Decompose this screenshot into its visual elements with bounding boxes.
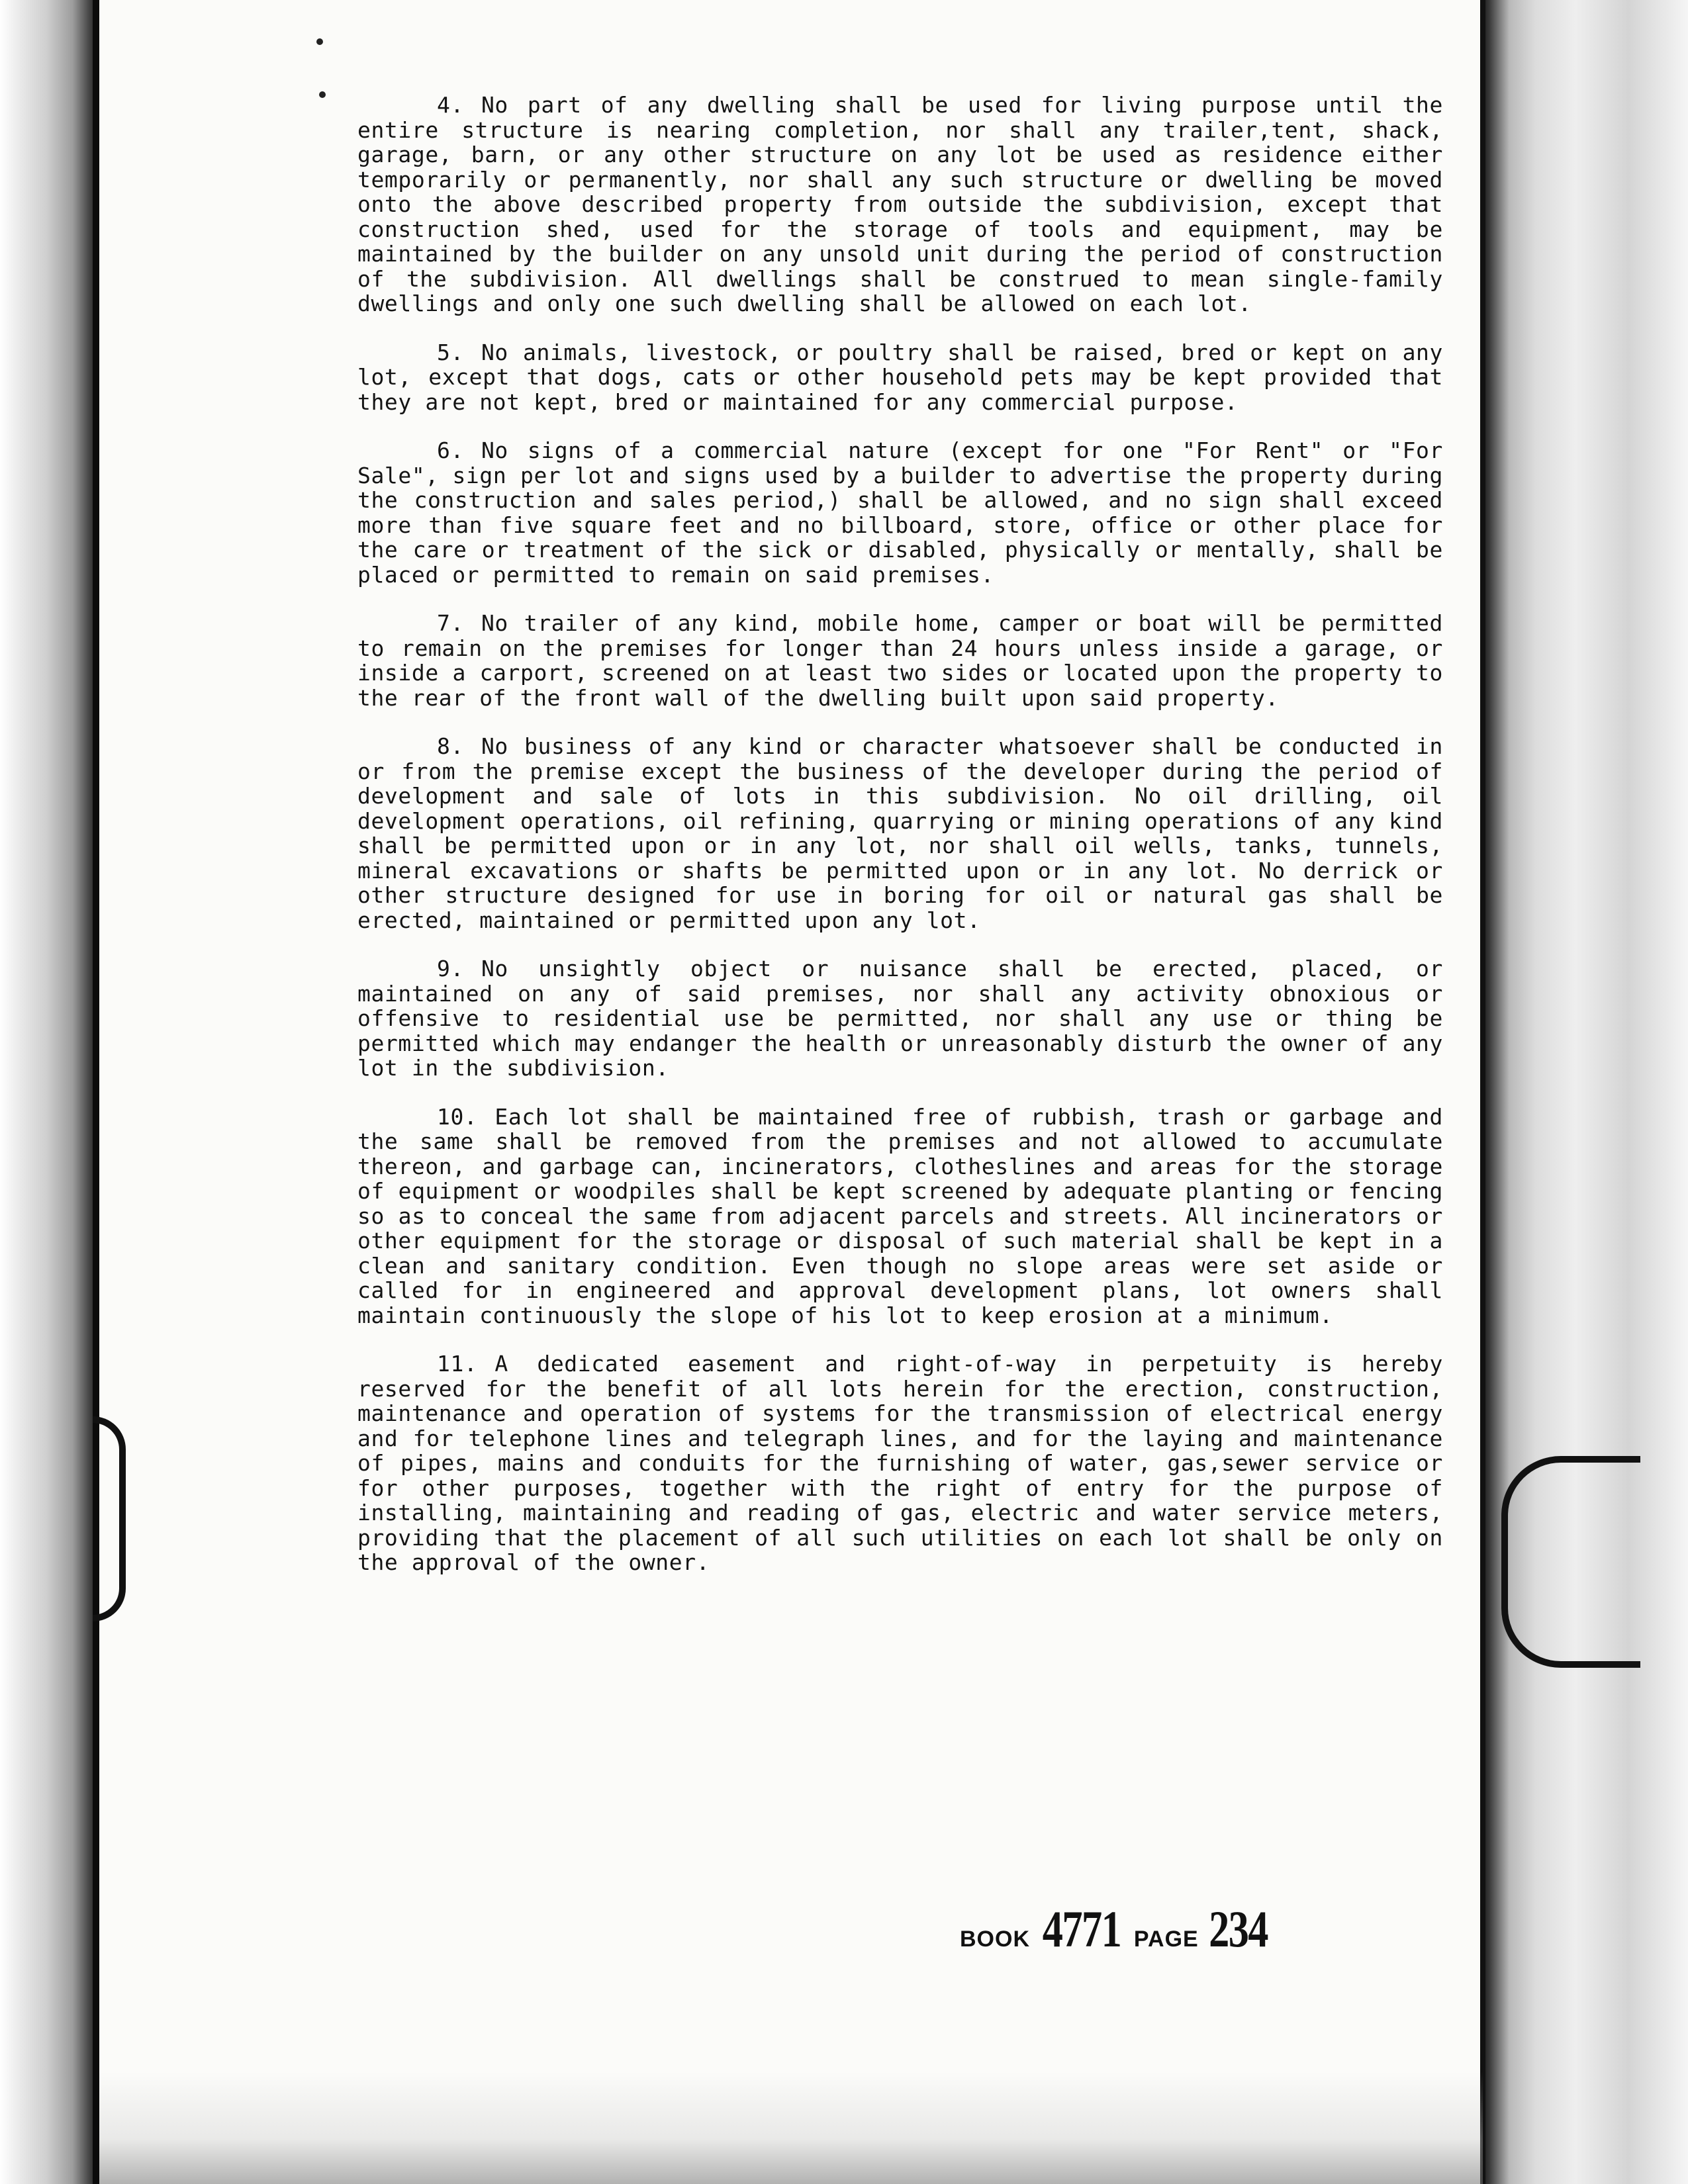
scan-speck (319, 91, 326, 98)
clause-8 (357, 733, 1457, 933)
clause-6 (357, 437, 1457, 588)
scan-speck (316, 38, 323, 45)
binding-clip-right (1501, 1456, 1640, 1668)
clause-text: A dedicated easement and right-of-way in perpetuity is hereby reserved for the benefit of all lots herein for the erection, construction, maintenance and operation of systems for the transmission of electrical energy and for telephone lines and telegraph lines, and for the laying and maintenance of pipes, mains and conduits for the furnishing of water, gas,sewer service or for other purposes, together with the right of entry for the purpose of installing, maintaining and reading of gas, electric and water service meters, providing that the placement of all such utilities on each lot shall be only on the approval of the owner. (357, 1351, 1457, 1575)
clause-number: 8. (437, 733, 464, 759)
book-number: 4771 (1043, 1900, 1121, 1958)
clause-number: 7. (437, 610, 464, 636)
clause-number: 10. (437, 1103, 478, 1130)
page-number: 234 (1209, 1900, 1268, 1958)
clause-7 (357, 610, 1457, 711)
clause-number: 5. (437, 339, 464, 365)
clause-4 (357, 92, 1457, 316)
clause-text: No trailer of any kind, mobile home, camper or boat will be permitted to remain on the premises for longer than 24 hours unless inside a garage, or inside a carport, screened on at least two sides or located upon the property to the rear of the front wall of the dwelling built upon said property. (357, 610, 1457, 711)
binding-clip-left (93, 1416, 126, 1621)
scan-right-edge-line (1480, 0, 1485, 2184)
clause-number: 6. (437, 437, 464, 463)
clause-text: Each lot shall be maintained free of rubbish, trash or garbage and the same shall be removed from the premises and not allowed to accumulate thereon, and garbage can, incinerators, clotheslines and areas for the storage of equipment or woodpiles shall be kept screened by adequate planting or fencing so as to conceal the same from adjacent parcels and streets. All incinerators or other equipment for the storage or disposal of such material shall be kept in a clean and sanitary condition. Even though no slope areas were set aside or called for in engineered and approval development plans, lot owners shall maintain continuously the slope of his lot to keep erosion at a minimum. (357, 1103, 1457, 1328)
clause-text: No unsightly object or nuisance shall be erected, placed, or maintained on any of said premises, nor shall any activity obnoxious or offensive to residential use be permitted, nor shall any use or thing be permitted which may endanger the health or unreasonably disturb the owner of any lot in the subdivision. (357, 956, 1457, 1081)
book-page-stamp (960, 1899, 1275, 1959)
clause-text: No part of any dwelling shall be used for living purpose until the entire structure is nearing completion, nor shall any trailer,tent, shack, garage, barn, or any other structure on any lot be used as residence either temporarily or permanently, nor shall any such structure or dwelling be moved onto the above described property from outside the subdivision, except that construction shed, used for the storage of tools and equipment, may be maintained by the builder on any unsold unit during the period of construction of the subdivision. All dwellings shall be construed to mean single-family dwellings and only one such dwelling shall be allowed on each lot. (357, 92, 1457, 316)
scan-bottom-smudge (99, 2071, 1483, 2184)
clause-11 (357, 1351, 1457, 1575)
clause-10 (357, 1103, 1457, 1328)
scan-left-margin (0, 0, 99, 2184)
clause-text: No signs of a commercial nature (except for one "For Rent" or "For Sale", sign per lot and signs used by a builder to advertise the property during the construction and sales period,) shall be allowed, and no sign shall exceed more than five square feet and no billboard, store, office or other place for the care or treatment of the sick or disabled, physically or mentally, shall be placed or permitted to remain on said premises. (357, 437, 1457, 588)
book-label: BOOK (960, 1927, 1030, 1952)
clause-number: 4. (437, 92, 464, 118)
clause-number: 11. (437, 1351, 478, 1377)
clause-text: No animals, livestock, or poultry shall be raised, bred or kept on any lot, except that dogs, cats or other household pets may be kept provided that they are not kept, bred or maintained for any commercial purpose. (357, 339, 1457, 415)
clause-9 (357, 956, 1457, 1081)
clause-5 (357, 339, 1457, 415)
clause-number: 9. (437, 956, 464, 981)
page-label: PAGE (1133, 1927, 1199, 1952)
scan-left-edge-line (93, 0, 99, 2184)
scan-right-margin (1483, 0, 1688, 2184)
clause-text: No business of any kind or character whatsoever shall be conducted in or from the premise except the business of the developer during the period of development and sale of lots in this subdivision. No oil drilling, oil development operations, oil refining, quarrying or mining operations of any kind shall be permitted upon or in any lot, nor shall oil wells, tanks, tunnels, mineral excavations or shafts be permitted upon or in any lot. No derrick or other structure designed for use in boring for oil or natural gas shall be erected, maintained or permitted upon any lot. (357, 733, 1457, 933)
document-body (357, 92, 1457, 1599)
